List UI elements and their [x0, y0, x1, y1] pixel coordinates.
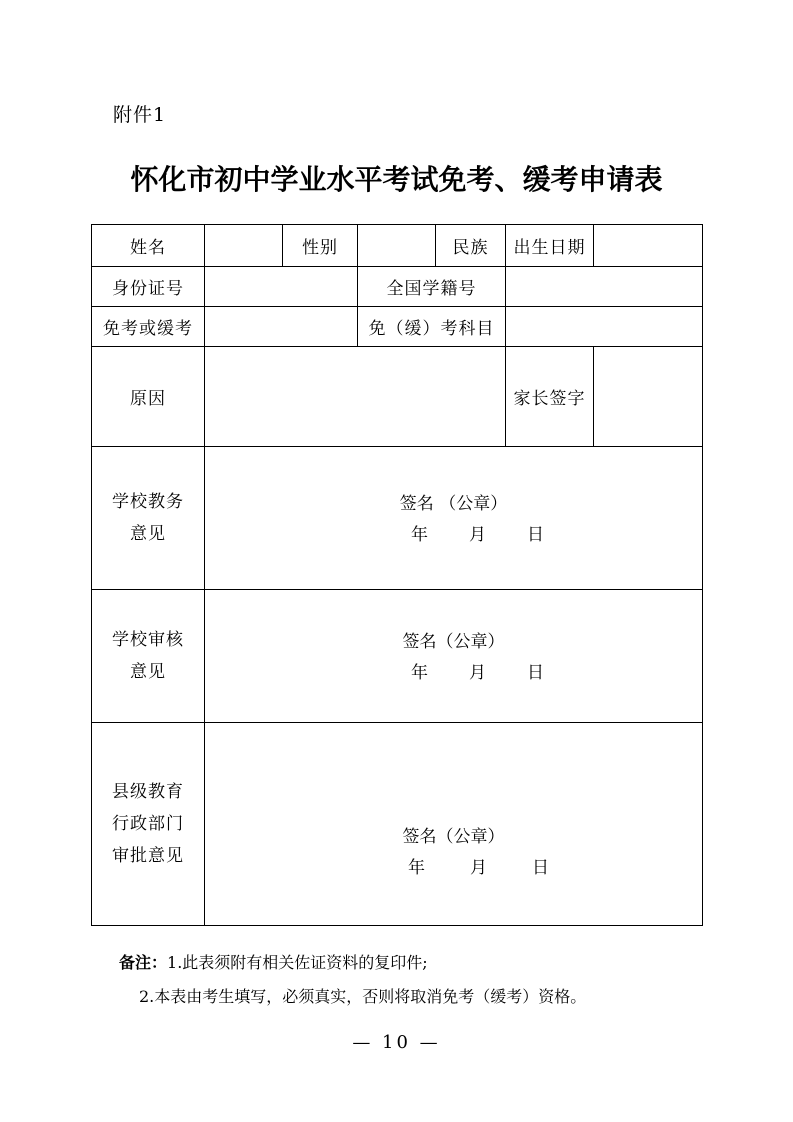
field-value-school-affairs-opinion[interactable]: [205, 447, 703, 590]
field-value-name[interactable]: [205, 225, 283, 267]
field-label-birthdate: 出生日期: [506, 225, 594, 267]
field-label-student-number: 全国学籍号: [358, 267, 506, 307]
note-text-1: 1.此表须附有相关佐证资料的复印件;: [167, 953, 428, 972]
field-value-exam-type[interactable]: [205, 307, 358, 347]
signature-text: 签名（公章）: [402, 631, 505, 652]
table-row: [92, 723, 703, 926]
table-row: [92, 590, 703, 723]
table-row: [92, 347, 703, 447]
field-label-id-number: 身份证号: [92, 267, 205, 307]
field-label-gender: 性别: [283, 225, 358, 267]
field-label-county-education-approval: [92, 723, 205, 926]
label-line: 学校教务: [112, 491, 184, 512]
field-value-student-number[interactable]: [506, 267, 703, 307]
field-value-reason[interactable]: [205, 347, 506, 447]
field-label-reason: 原因: [92, 347, 205, 447]
page-number: — 10 —: [352, 1032, 441, 1053]
field-label-school-affairs-opinion: [92, 447, 205, 590]
signature-text: 签名 （公章）: [399, 493, 508, 514]
field-value-birthdate[interactable]: [594, 225, 703, 267]
date-line: 年 月 日: [411, 663, 556, 683]
field-label-parent-signature: 家长签字: [506, 347, 594, 447]
note-line-1: [91, 946, 731, 980]
field-value-parent-signature[interactable]: [594, 347, 703, 447]
date-line: 年 月 日: [408, 858, 563, 878]
label-line: 行政部门: [112, 813, 184, 834]
notes-section: [91, 946, 731, 1013]
field-label-ethnicity: 民族: [436, 225, 506, 267]
field-value-county-education-approval[interactable]: [205, 723, 703, 926]
table-row: [92, 447, 703, 590]
label-line: 意见: [130, 524, 166, 544]
table-row: [92, 267, 703, 307]
label-line: 审批意见: [112, 846, 184, 867]
signature-area: [205, 485, 702, 552]
field-value-school-review-opinion[interactable]: [205, 590, 703, 723]
field-value-gender[interactable]: [358, 225, 436, 267]
field-label-exam-type: 免考或缓考: [92, 307, 205, 347]
application-form-table: [91, 224, 703, 926]
field-label-name: 姓名: [92, 225, 205, 267]
notes-label: 备注：: [119, 953, 168, 972]
page-title: 怀化市初中学业水平考试免考、缓考申请表: [130, 163, 663, 196]
field-value-id-number[interactable]: [205, 267, 358, 307]
table-row: [92, 225, 703, 267]
attachment-label: 附件1: [113, 104, 167, 126]
date-line: 年 月 日: [411, 525, 556, 545]
label-line: 县级教育: [112, 781, 184, 802]
field-label-school-review-opinion: [92, 590, 205, 723]
field-label-exam-subject: 免（缓）考科目: [358, 307, 506, 347]
signature-area: [205, 764, 702, 885]
table-row: [92, 307, 703, 347]
signature-text: 签名（公章）: [402, 826, 505, 847]
signature-area: [205, 623, 702, 690]
label-line: 意见: [130, 662, 166, 682]
field-value-exam-subject[interactable]: [506, 307, 703, 347]
note-line-2: 2.本表由考生填写，必须真实，否则将取消免考（缓考）资格。: [139, 986, 587, 1006]
label-line: 学校审核: [112, 629, 184, 650]
